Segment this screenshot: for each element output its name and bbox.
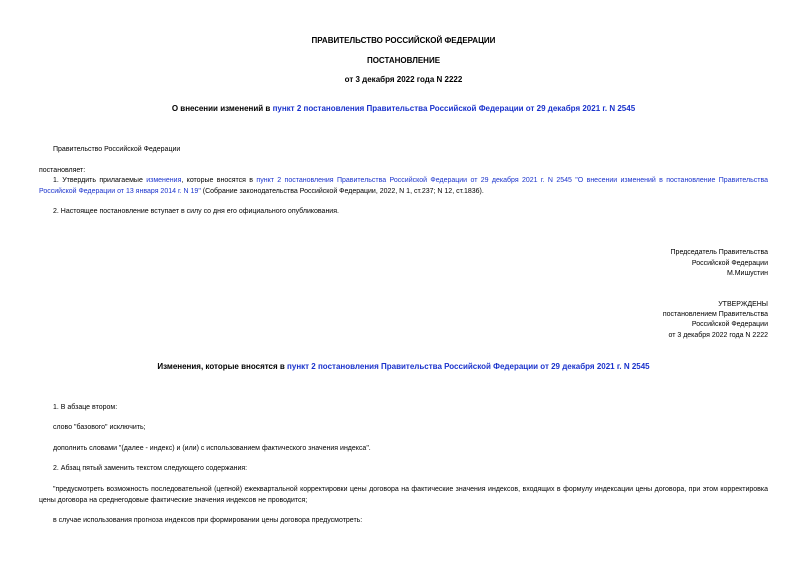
changes-p6: в случае использования прогноза индексов при формировании цены договора предусмотреть:	[53, 517, 363, 524]
item1-text-b: , которые вносятся в	[181, 177, 257, 184]
signature-line-2: Российской Федерации	[691, 260, 768, 267]
changes-p5: "предусмотреть возможность последовательной (цепной) ежеквартальной корректировки цены договора на фактические значения индексов, входящих в формулу индексации цены договора, при этом корректировка цены договора на среднегодовые фактические значения индексов не проводится;	[39, 486, 768, 504]
approved-line-4: от 3 декабря 2022 года N 2222	[668, 332, 768, 339]
header-date-number: от 3 декабря 2022 года N 2222	[344, 75, 463, 84]
changes-title-link[interactable]: пункт 2 постановления Правительства Российской Федерации от 29 декабря 2021 г. N 2545	[287, 362, 650, 371]
changes-p4: 2. Абзац пятый заменить текстом следующего содержания:	[53, 465, 248, 472]
postanovlyaet-label: постановляет:	[39, 167, 86, 174]
header-org: ПРАВИТЕЛЬСТВО РОССИЙСКОЙ ФЕДЕРАЦИИ	[311, 36, 496, 45]
changes-p3: дополнить словами "(далее - индекс) и (или) с использованием фактического значения индекса".	[53, 445, 371, 452]
changes-title-prefix: Изменения, которые вносятся в	[157, 362, 288, 371]
item1-link-decree[interactable]: пункт 2 постановления Правительства Российской Федерации от 29 декабря 2021 г. N 2545 "О внесении изменений в постановление Правительства Российской Федерации от 13 января 2014 г. N 19"	[39, 177, 768, 195]
signature-line-3: М.Мишустин	[726, 270, 768, 277]
approved-line-2: постановлением Правительства	[662, 311, 768, 318]
item1-link-changes[interactable]: изменения	[146, 177, 182, 184]
header-doc-type: ПОСТАНОВЛЕНИЕ	[366, 56, 441, 65]
approved-line-3: Российской Федерации	[691, 321, 768, 328]
item1-text-c: (Собрание законодательства Российской Федерации, 2022, N 1, ст.237; N 12, ст.1836).	[200, 187, 484, 195]
item-1-paragraph	[39, 176, 768, 197]
changes-p2: слово "базового" исключить;	[53, 424, 146, 431]
item1-text-a: 1. Утвердить прилагаемые	[53, 177, 147, 184]
document-title	[0, 104, 807, 114]
title-prefix: О внесении изменений в	[171, 104, 273, 113]
approved-line-1: УТВЕРЖДЕНЫ	[718, 301, 768, 308]
gov-line: Правительство Российской Федерации	[53, 146, 181, 153]
changes-title	[0, 362, 807, 372]
signature-line-1: Председатель Правительства	[670, 249, 768, 256]
title-link[interactable]: пункт 2 постановления Правительства Российской Федерации от 29 декабря 2021 г. N 2545	[272, 104, 636, 113]
changes-p1: 1. В абзаце втором:	[53, 404, 118, 411]
item-2-paragraph: 2. Настоящее постановление вступает в силу со дня его официального опубликования.	[53, 208, 339, 215]
